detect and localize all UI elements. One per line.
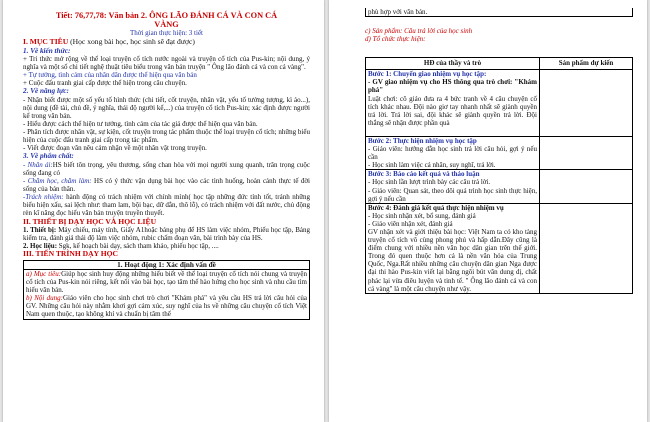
table-cell: Bước 4: Đánh giá kết quả thực hiện nhiệm vụ - Học sinh nhận xét, bổ sung, đánh giá - Giáo viên nhận xét, đánh giá GV nhận xét và giới thiệu bài học: Việt Nam ta có kho tàng truyện cổ tích vô cùng phong phú và hấp dẫn.Đây cũng là điểm chung với nhiều nền văn học dân gian trên thế giới. Trong đó quen thuộc hơn cả là nền văn hóa của Trung Quốc, Nga.Rất nhiều những câu chuyện dân gian Nga được đại thi hào Pus-kin viết lại bằng ngôi bút văn dung dị, chất phác lại vừa điêu luyện và tinh tế. " Ông lão đánh cá và con cá vàng" là một câu chuyện như vậy. bbox=[366, 203, 540, 293]
paragraph: b) Nội dung:Giáo viên cho học sinh chơi trò chơi "Khám phá" và yêu cầu HS trả lời câu hỏi của GV. Những câu hỏi này nhằm khơi gợi cảm xúc, suy nghĩ của hs về những câu chuyện cổ tích Việt Nam quen thuộc, tạo không khí và chuẩn bị tâm thế bbox=[26, 294, 307, 319]
table-row bbox=[366, 203, 633, 293]
activity-box bbox=[23, 260, 310, 320]
column-header-activity: HĐ của thầy và trò bbox=[366, 58, 540, 70]
column-header-product: Sản phẩm dự kiến bbox=[540, 58, 633, 70]
paragraph: phù hợp với văn bản. bbox=[365, 8, 633, 17]
table-cell bbox=[540, 136, 633, 169]
paragraph: - Nhận biết được một số yếu tố hình thức (chi tiết, cốt truyện, nhân vật, yếu tố tưởng tượng, kì ảo...), nội dung (đề tài, chủ đề, ý nghĩa, thái độ người kể,...) của truyện cổ tích Pus-kin; xác định được người kể trong văn bản. bbox=[23, 95, 310, 120]
table-cell: Bước 2: Thực hiện nhiệm vụ học tập - Giáo viên: hướng dẫn học sinh trả lời câu hỏi, gợi ý nếu cần - Học sinh làm việc cá nhân, suy nghĩ, trả lời. bbox=[366, 136, 540, 169]
heading-qualities: 3. Về phẩm chất: bbox=[23, 152, 74, 161]
document-page-left bbox=[3, 0, 324, 422]
section-process: III. TIẾN TRÌNH DẠY HỌC bbox=[23, 249, 119, 259]
table-cell bbox=[540, 203, 633, 293]
paragraph: c) Sản phẩm: Câu trả lời của học sinh bbox=[365, 27, 473, 36]
section-objectives: I. MỤC TIÊU (Học xong bài học, học sinh sẽ đạt được) bbox=[23, 37, 195, 46]
paragraph: d) Tổ chức thực hiện: bbox=[365, 35, 426, 44]
paragraph: -Trách nhiệm: hành động có trách nhiệm với chính mình( học tập những đức tính tốt, tránh những biểu hiện xấu, sai lệch như: tham lam, bội bạc, dữ dằn, thô lỗ), có trách nhiệm với đất nước, chủ động rèn kĩ năng đọc hiểu văn bản truyện truyền thuyết. bbox=[23, 193, 310, 218]
table-row bbox=[366, 170, 633, 203]
paragraph: - Viết được đoạn văn nêu cảm nhận về một nhân vật trong truyện. bbox=[23, 144, 207, 153]
paragraph: - Phân tích được nhân vật, sự kiện, cốt truyện trong tác phẩm thuộc thể loại truyện cổ tích; những biểu hiện của cuộc đấu tranh giai cấp trong tác phẩm. bbox=[23, 128, 310, 145]
paragraph: 2. Học liệu: Sgk, kế hoạch bài dạy, sách tham khảo, phiếu học tập, .... bbox=[23, 242, 219, 251]
paragraph: a) Mục tiêu:Giúp học sinh huy động những hiểu biết về thể loại truyện cổ tích nói chung và truyện cổ tích của Pus-kin nói riêng, kết nối vào bài học, tạo tâm thế hào hứng cho học sinh và nhu cầu tìm hiểu văn bản. bbox=[26, 269, 307, 295]
paragraph: + Tri thức mở rộng về thể loại truyện cổ tích nước ngoài và truyện cổ tích của Pus-kin; nội dung, ý nghĩa và một số chi tiết nghệ thuật tiêu biểu trong văn bản truyện " Ông lão đánh cá và con cá vàng". bbox=[23, 55, 310, 72]
table-cell bbox=[540, 170, 633, 203]
lesson-title: Tiết: 76,77,78: Văn bản 2. ÔNG LÃO ĐÁNH CÁ VÀ CON CÁ VÀNG bbox=[55, 11, 278, 29]
activity-title: 1. Hoạt động 1: Xác định vấn đề bbox=[24, 261, 309, 270]
table-cell bbox=[540, 70, 633, 137]
heading-competence: 2. Về năng lực: bbox=[23, 87, 69, 96]
lesson-duration: Thời gian thực hiện: 3 tiết bbox=[129, 29, 203, 37]
table-row bbox=[366, 70, 633, 137]
paragraph: - Nhân ái:HS biết tôn trọng, yêu thương, sống chan hòa với mọi người xung quanh, trân trọng cuộc sống đang có bbox=[23, 160, 310, 177]
paragraph: - Chăm học, chăm làm: HS có ý thức vận dụng bài học vào các tình huống, hoàn cảnh thực tế đời sống của bản thân. bbox=[23, 177, 310, 194]
paragraph: 1. Thiết bị: Máy chiếu, máy tính, Giấy A1hoặc bảng phụ để HS làm việc nhóm, Phiếu học tập, Bảng kiểm tra, đánh giá thái độ làm việc nhóm, rubic chấm đoạn văn, bài trình bày của HS. bbox=[23, 226, 311, 243]
table-row bbox=[366, 136, 633, 169]
section-equipment: II. THIẾT BỊ DẠY HỌC VÀ HỌC LIỆU bbox=[23, 216, 157, 226]
heading-knowledge: 1. Về kiến thức: bbox=[23, 46, 71, 55]
paragraph: + Cuộc đấu tranh giai cấp được thể hiện trong câu chuyện. bbox=[23, 79, 187, 88]
table-cell: Bước 1: Chuyển giao nhiệm vụ học tập: - GV giao nhiệm vụ cho HS thông qua trò chơi: "Khám phá" Luật chơi: cô giáo đưa ra 4 bức tranh về 4 câu chuyện cổ tích khác nhau. Đội nào giơ tay nhanh nhất sẽ giành quyền trả lời. Trả lời sai, đội khác sẽ giành quyền trả lời. Đội thắng sẽ nhận được phần quà bbox=[366, 70, 540, 137]
document-page-right bbox=[329, 0, 647, 422]
table-cell: Bước 3: Báo cáo kết quả và thảo luận - Học sinh lần lượt trình bày các câu trả lời. - Giáo viên: Quan sát, theo dõi quá trình học sinh thực hiện, gợi ý nếu cần bbox=[366, 170, 540, 203]
paragraph: - Hiểu được cách thể hiện tư tưởng, tình cảm của tác giả được thể hiện qua văn bản. bbox=[23, 120, 258, 129]
activity-table bbox=[365, 57, 633, 293]
table-header-row bbox=[366, 58, 633, 70]
paragraph: + Tự tưởng, tình cảm của nhân dân được thể hiện qua văn bản bbox=[23, 71, 197, 80]
